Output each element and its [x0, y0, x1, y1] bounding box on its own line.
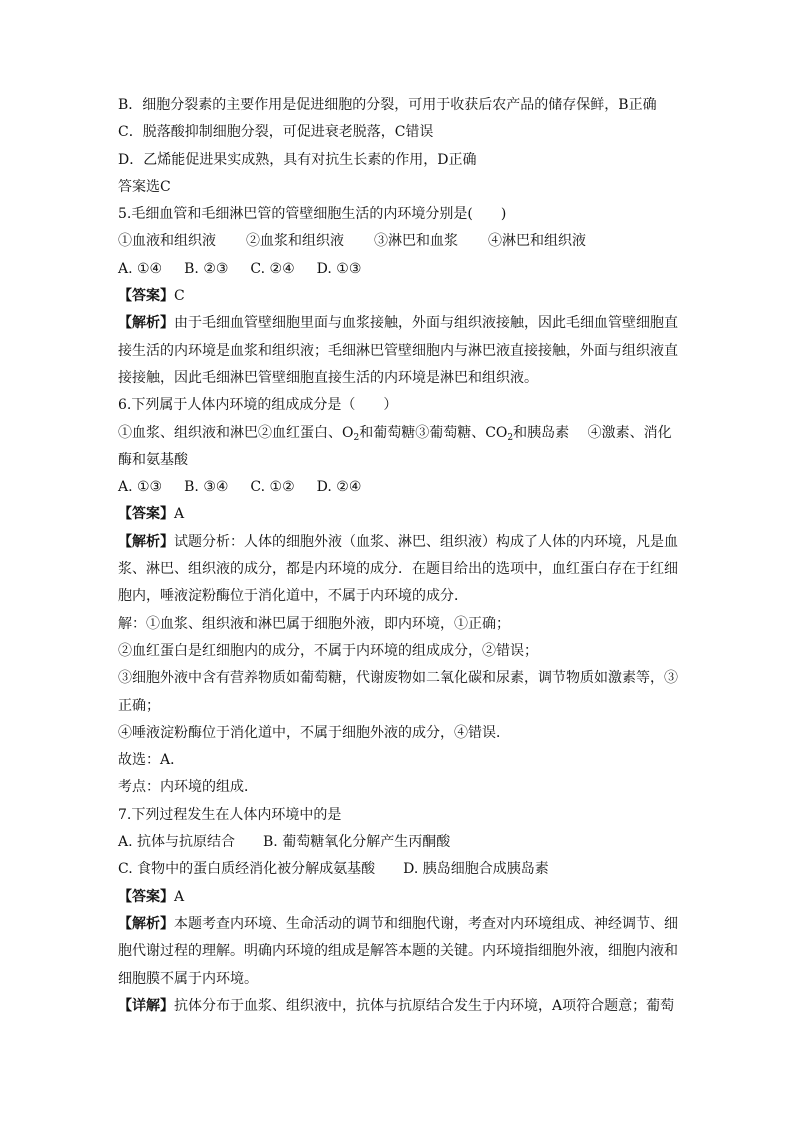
option-c-explanation: C．脱落酸抑制细胞分裂，可促进衰老脱落，C错误: [118, 124, 434, 141]
q5-item-2: ②血浆和组织液: [246, 233, 344, 250]
q7-answer-value: A: [174, 888, 185, 905]
q5-option-a: A. ①④: [118, 260, 163, 277]
q5-analysis: [118, 310, 678, 392]
q6-solution-1: 解：①血浆、组织液和淋巴属于细胞外液，即内环境，①正确；: [118, 615, 510, 632]
q7-detail: [118, 993, 678, 1020]
q6-answer: [118, 501, 678, 528]
q7-analysis-tag: 【解析】: [118, 915, 174, 932]
q6-subscript-co2: 2: [507, 432, 514, 443]
q7-answer: [118, 884, 678, 911]
q5-items: [118, 228, 678, 255]
q6-analysis-text: 试题分析：人体的细胞外液（血浆、淋巴、组织液）构成了人体的内环境，凡是血浆、淋巴、组织液的成分，都是内环境的成分．在题目给出的选项中，血红蛋白存在于红细胞内，唾液淀粉酶位于消化道中，不属于内环境的成分．: [118, 533, 678, 605]
q5-item-1: ①血液和组织液: [118, 233, 216, 250]
q6-answer-tag: 【答案】: [118, 506, 174, 523]
q6-option-d: D. ②④: [316, 479, 362, 496]
q6-items-part-c: 和胰岛素 ④激素、消化: [513, 424, 672, 441]
q5-option-d: D. ①③: [316, 260, 362, 277]
q6-items-continued: 酶和氨基酸: [118, 451, 188, 468]
q7-analysis: [118, 911, 678, 993]
q6-items-part-a: ①血浆、组织液和淋巴②血红蛋白、O: [118, 424, 354, 441]
q5-answer-tag: 【答案】: [118, 288, 174, 305]
q7-option-b: B. 葡萄糖氧化分解产生丙酮酸: [263, 834, 451, 851]
q6-analysis-tag: 【解析】: [118, 533, 174, 550]
q6-solution-3: ③细胞外液中含有营养物质如葡萄糖，代谢废物如二氧化碳和尿素，调节物质如激素等，③正确；: [118, 670, 678, 714]
q5-option-b: B. ②③: [184, 260, 229, 277]
answer-line: 答案选C: [118, 178, 171, 195]
q7-options-row-2: [118, 856, 678, 883]
q5-stem: 5.毛细血管和毛细淋巴管的管壁细胞生活的内环境分别是( ): [118, 206, 507, 223]
q6-answer-value: A: [174, 506, 185, 523]
q7-option-c: C. 食物中的蛋白质经消化被分解成氨基酸: [118, 861, 376, 878]
q6-choice: 故选：A．: [118, 752, 185, 769]
q6-option-b: B. ③④: [184, 479, 229, 496]
q7-stem: 7.下列过程发生在人体内环境中的是: [118, 806, 342, 823]
q5-option-c: C. ②④: [250, 260, 295, 277]
document-body: [118, 92, 678, 1020]
q5-options: [118, 256, 678, 283]
q7-options-row-1: [118, 829, 678, 856]
q6-analysis: [118, 529, 678, 611]
q5-analysis-tag: 【解析】: [118, 315, 174, 332]
q6-items-part-b: 和葡萄糖③葡萄糖、CO: [359, 424, 508, 441]
q6-option-a: A. ①③: [118, 479, 163, 496]
option-b-explanation: B．细胞分裂素的主要作用是促进细胞的分裂，可用于收获后农产品的储存保鲜，B正确: [118, 97, 657, 113]
q6-solution-2: ②血红蛋白是红细胞内的成分，不属于内环境的组成成分，②错误；: [118, 642, 538, 659]
q5-analysis-text: 由于毛细血管壁细胞里面与血浆接触，外面与组织液接触，因此毛细血管壁细胞直接生活的内环境是血浆和组织液；毛细淋巴管壁细胞内与淋巴液直接接触，外面与组织液直接接触，因此毛细淋巴管壁细胞直接生活的内环境是淋巴和组织液。: [118, 315, 678, 386]
option-d-explanation: D．乙烯能促进果实成熟，具有对抗生长素的作用，D正确: [118, 151, 477, 168]
q7-answer-tag: 【答案】: [118, 888, 174, 905]
q7-analysis-text: 本题考查内环境、生命活动的调节和细胞代谢，考查对内环境组成、神经调节、细胞代谢过程的理解。明确内环境的组成是解答本题的关键。内环境指细胞外液，细胞内液和细胞膜不属于内环境。: [118, 915, 678, 987]
q6-items: [118, 420, 678, 447]
q7-detail-tag: 【详解】: [118, 997, 174, 1014]
q5-item-3: ③淋巴和血浆: [374, 233, 458, 250]
q6-options: [118, 474, 678, 501]
q6-topic: 考点：内环境的组成．: [118, 779, 258, 796]
q5-item-4: ④淋巴和组织液: [488, 233, 586, 250]
q5-answer-value: C: [174, 288, 185, 305]
q7-option-a: A. 抗体与抗原结合: [118, 834, 236, 851]
q6-subscript-o2: 2: [353, 432, 360, 443]
q6-stem: 6.下列属于人体内环境的组成成分是（ ）: [118, 397, 398, 414]
q7-option-d: D. 胰岛细胞合成胰岛素: [403, 861, 549, 878]
q5-answer: [118, 283, 678, 310]
q6-option-c: C. ①②: [250, 479, 295, 496]
q7-detail-text: 抗体分布于血浆、组织液中，抗体与抗原结合发生于内环境，A项符合题意；葡萄: [174, 997, 675, 1014]
q6-solution-4: ④唾液淀粉酶位于消化道中，不属于细胞外液的成分，④错误．: [118, 724, 510, 741]
